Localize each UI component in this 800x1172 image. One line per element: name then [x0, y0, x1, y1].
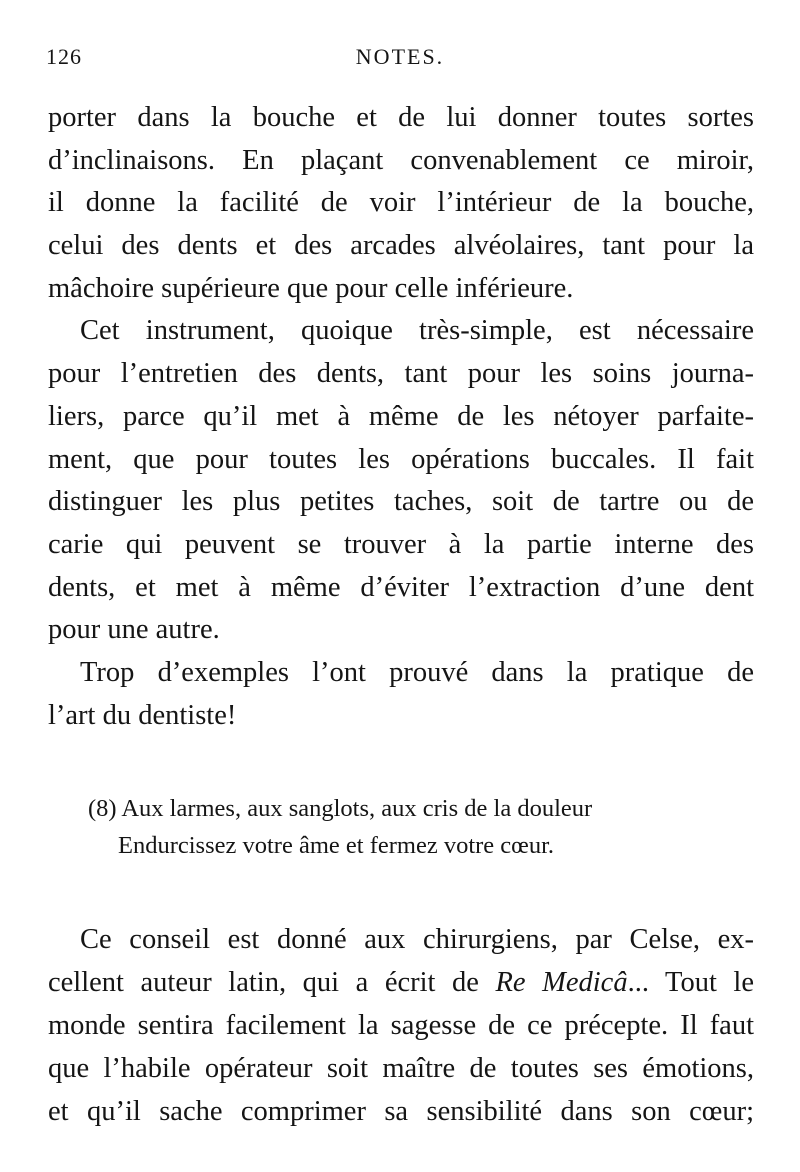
text-line: il donne la facilité de voir l’intérieur de la bouche, — [48, 187, 754, 219]
text-line: l’art du dentiste! — [48, 699, 237, 731]
quote-line: Endurcissez votre âme et fermez votre cœur. — [118, 832, 555, 859]
main-text — [48, 97, 754, 737]
running-title: NOTES. — [355, 44, 445, 69]
text-line: Ce conseil est donné aux chirurgiens, par Celse, ex- — [80, 924, 754, 955]
text-line: carie qui peuvent se trouver à la partie interne des — [48, 528, 754, 560]
book-title-italic: Re Medicâ — [495, 967, 628, 998]
text-line: Trop d’exemples l’ont prouvé dans la pratique de — [80, 656, 754, 688]
text-line: Cet instrument, quoique très-simple, est nécessaire — [80, 315, 754, 347]
quote-line: (8) Aux larmes, aux sanglots, aux cris de la douleur — [88, 795, 593, 822]
page-number: 126 — [46, 44, 82, 69]
text-line: pour une autre. — [48, 614, 220, 646]
text-segment: ... Tout le — [627, 967, 754, 998]
text-line: liers, parce qu’il met à même de les nétoyer parfaite- — [48, 400, 754, 432]
text-line: mâchoire supérieure que pour celle inférieure. — [48, 272, 574, 304]
text-line: pour l’entretien des dents, tant pour les soins journa- — [48, 358, 754, 390]
text-line: que l’habile opérateur soit maître de toutes ses émotions, — [48, 1053, 754, 1084]
text-line: porter dans la bouche et de lui donner toutes sortes — [48, 102, 754, 133]
text-line: monde sentira facilement la sagesse de ce précepte. Il faut — [48, 1010, 754, 1041]
text-line: celui des dents et des arcades alvéolaires, tant pour la — [48, 230, 754, 262]
text-line: distinguer les plus petites taches, soit de tartre ou de — [48, 486, 754, 518]
text-segment: cellent auteur latin, qui a écrit de — [48, 967, 496, 998]
page-header — [46, 44, 754, 76]
text-line: ment, que pour toutes les opérations buccales. Il fait — [48, 443, 754, 475]
text-line-with-title — [48, 961, 754, 1004]
footnote-quote — [88, 790, 698, 864]
text-line: d’inclinaisons. En plaçant convenablement ce miroir, — [48, 144, 754, 176]
text-line: dents, et met à même d’éviter l’extraction d’une dent — [48, 571, 754, 603]
text-line: et qu’il sache comprimer sa sensibilité dans son cœur; — [48, 1096, 754, 1127]
note-commentary — [48, 918, 754, 1133]
